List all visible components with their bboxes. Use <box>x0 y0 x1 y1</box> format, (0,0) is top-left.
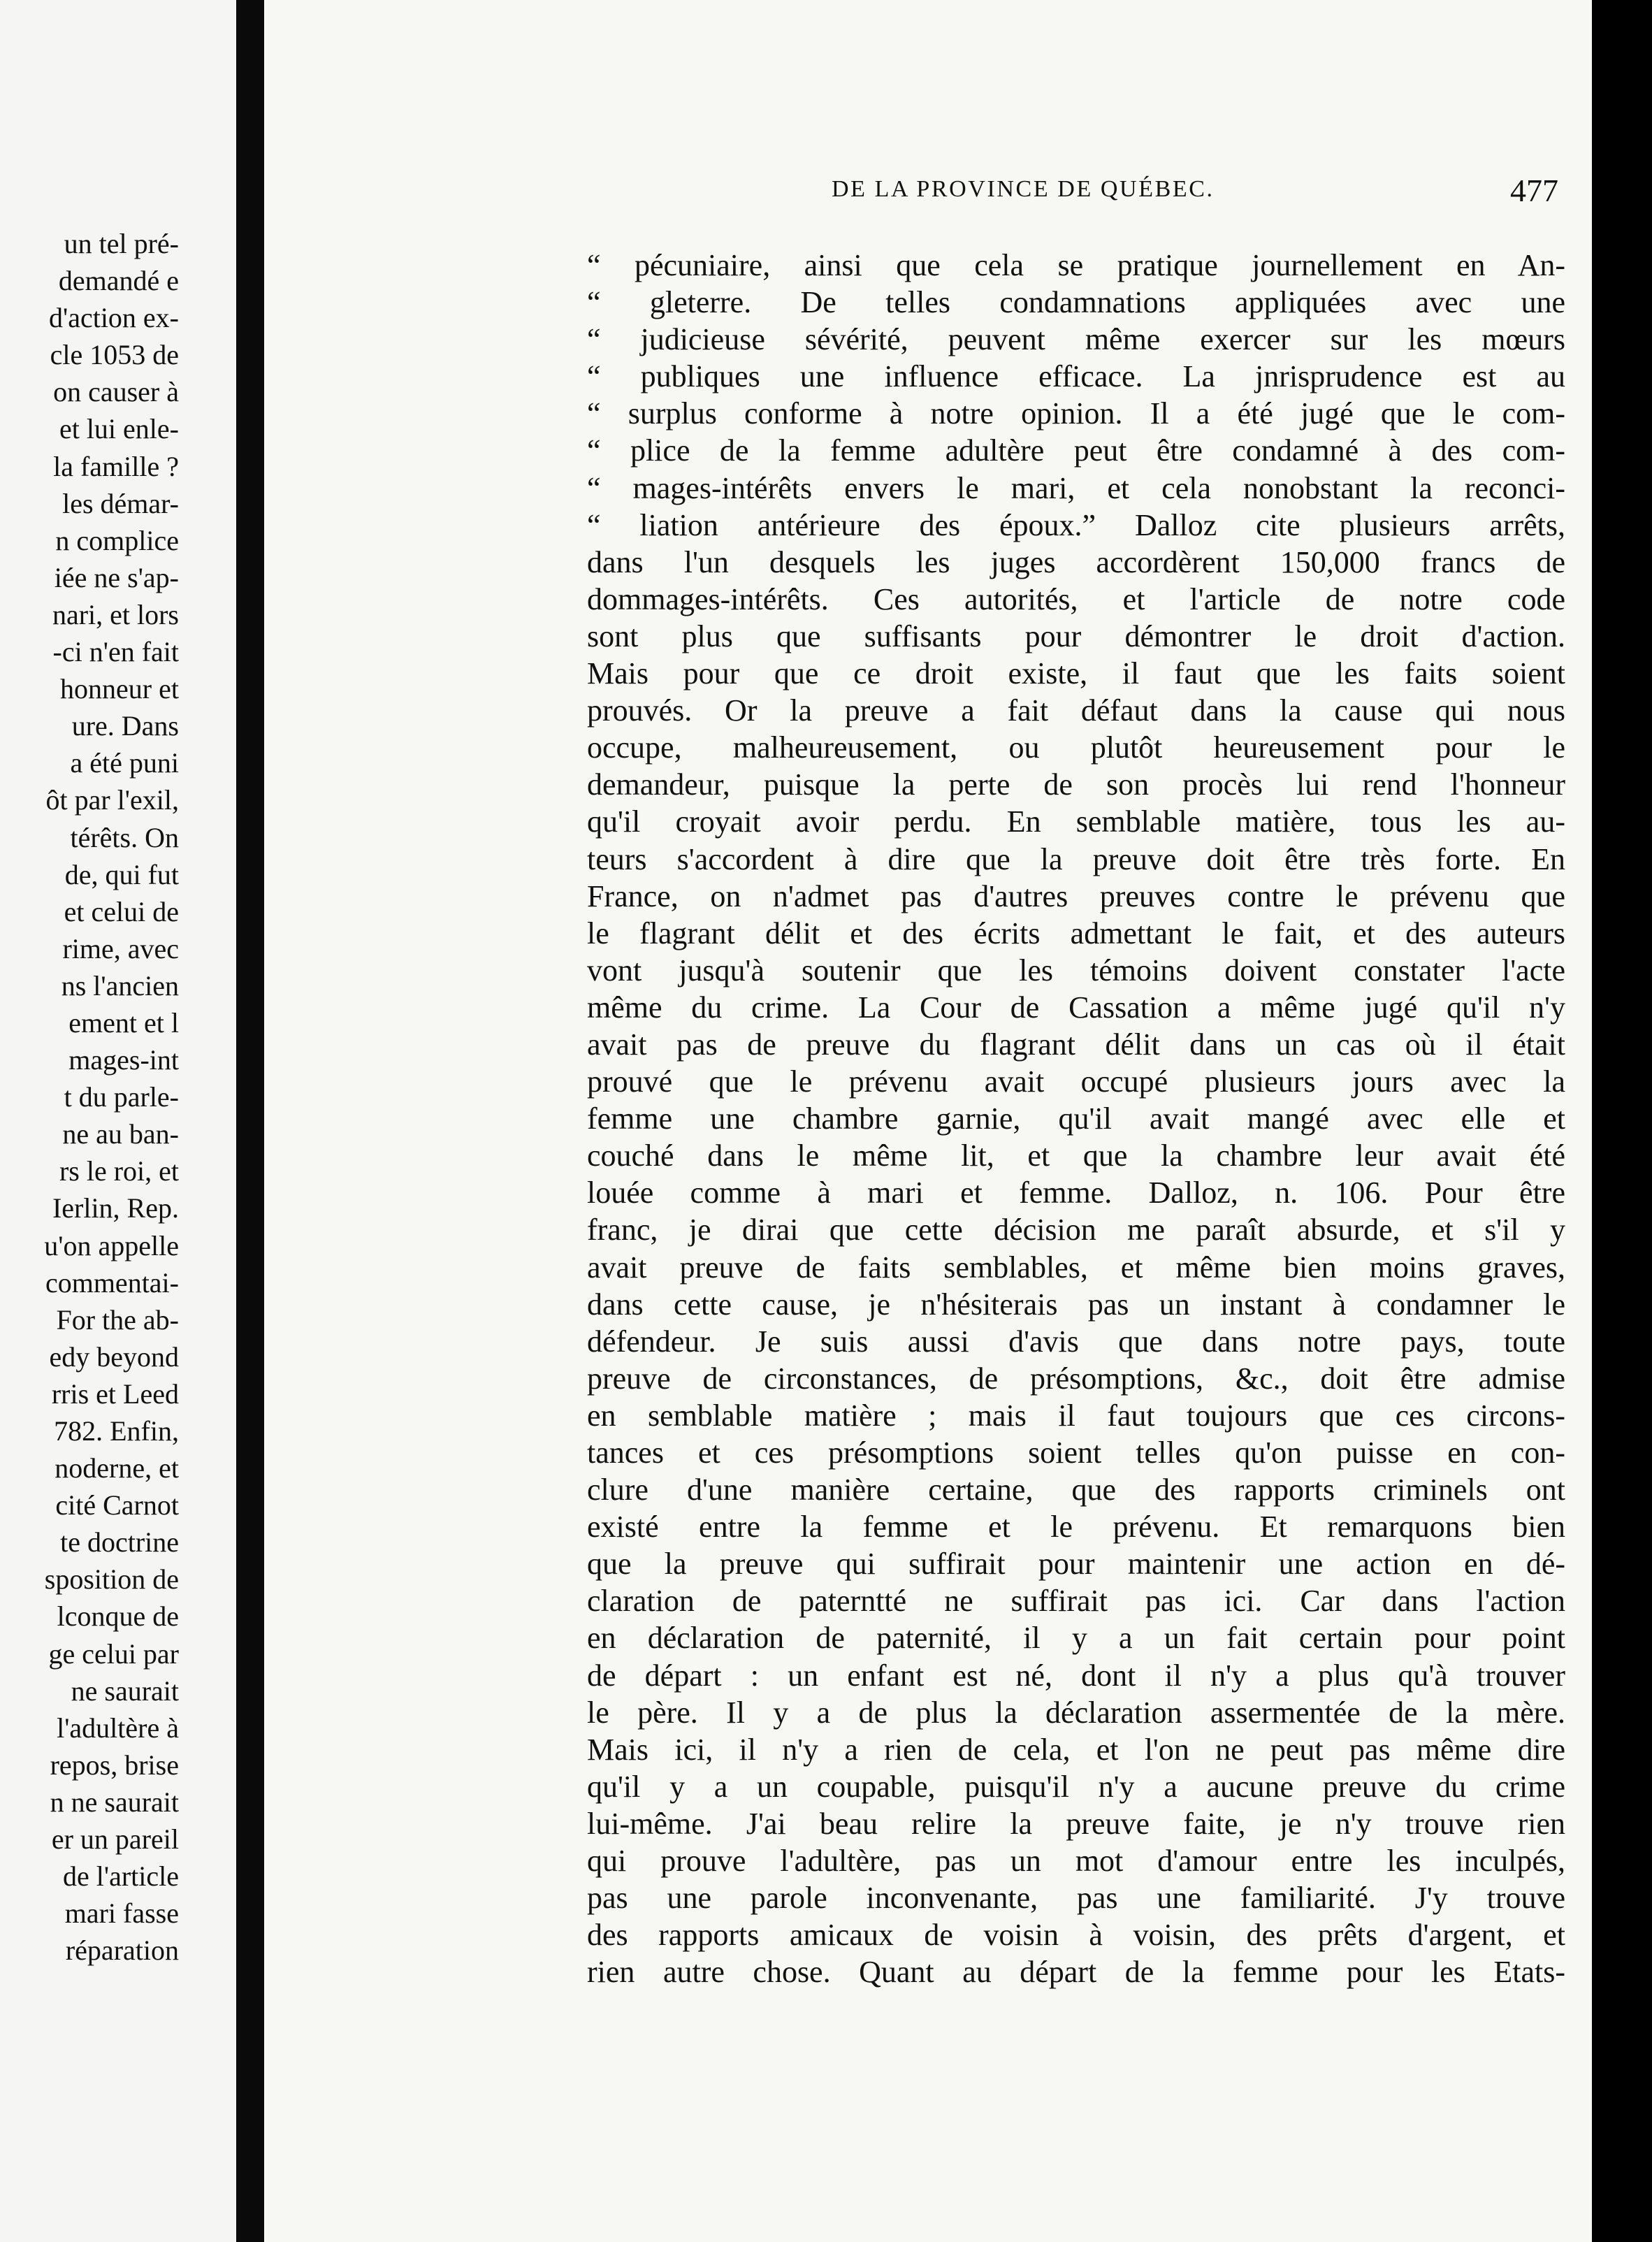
facing-page-line: cité Carnot <box>55 1489 179 1521</box>
text-line: existé entre la femme et le prévenu. Et remarquons bien <box>587 1510 1565 1545</box>
text-line: en semblable matière ; mais il faut toujours que ces circons- <box>587 1398 1565 1433</box>
facing-page-line: edy beyond <box>49 1340 179 1373</box>
text-line: clure d'une manière certaine, que des rapports criminels ont <box>587 1473 1565 1507</box>
text-line: preuve de circonstances, de présomptions, &c., doit être admise <box>587 1361 1565 1396</box>
text-line: sont plus que suffisants pour démontrer le droit d'action. <box>587 619 1565 653</box>
text-line: rien autre chose. Quant au départ de la femme pour les Etats- <box>587 1955 1565 1990</box>
facing-page-line: iée ne s'ap- <box>54 561 179 593</box>
text-line: qu'il croyait avoir perdu. En semblable matière, tous les au- <box>587 804 1565 839</box>
facing-page-line: mages-int <box>68 1044 179 1076</box>
text-line: de départ : un enfant est né, dont il n'y a plus qu'à trouver <box>587 1658 1565 1693</box>
text-line: “ pécuniaire, ainsi que cela se pratique journellement en An- <box>587 248 1565 282</box>
facing-page-line: ne au ban- <box>62 1118 179 1150</box>
facing-page <box>0 0 236 2242</box>
facing-page-line: d'action ex- <box>48 302 179 334</box>
facing-page-line: u'on appelle <box>44 1229 179 1261</box>
facing-page-line: ge celui par <box>48 1637 179 1670</box>
facing-page-line: nari, et lors <box>52 598 179 630</box>
text-line: avait pas de preuve du flagrant délit dans un cas où il était <box>587 1027 1565 1062</box>
facing-page-line: mari fasse <box>64 1897 179 1930</box>
facing-page-line: réparation <box>65 1934 179 1967</box>
facing-page-line: -ci n'en fait <box>52 636 179 668</box>
facing-page-line: un tel pré- <box>64 228 179 259</box>
text-line: occupe, malheureusement, ou plutôt heureusement pour le <box>587 730 1565 765</box>
facing-page-line: For the ab- <box>56 1303 179 1336</box>
facing-page-line: rs le roi, et <box>59 1155 179 1187</box>
text-line: que la preuve qui suffirait pour maintenir une action en dé- <box>587 1547 1565 1582</box>
facing-page-line: rime, avec <box>62 932 179 964</box>
text-line: avait preuve de faits semblables, et même bien moins graves, <box>587 1250 1565 1285</box>
facing-page-line: la famille ? <box>53 450 179 482</box>
facing-page-line: a été puni <box>70 747 179 779</box>
text-line: “ gleterre. De telles condamnations appliquées avec une <box>587 285 1565 320</box>
text-line: le père. Il y a de plus la déclaration assermentée de la mère. <box>587 1695 1565 1730</box>
text-line: couché dans le même lit, et que la chambre leur avait été <box>587 1138 1565 1173</box>
facing-page-line: ure. Dans <box>71 710 179 742</box>
page-header <box>832 172 1558 214</box>
facing-page-line: n ne saurait <box>50 1786 179 1818</box>
facing-page-line: commentai- <box>45 1266 179 1299</box>
facing-page-line: te doctrine <box>60 1526 179 1558</box>
facing-page-line: de, qui fut <box>64 858 179 890</box>
text-line: “ mages-intérêts envers le mari, et cela nonobstant la reconci- <box>587 470 1565 505</box>
facing-page-line: térêts. On <box>70 821 179 853</box>
text-line: prouvé que le prévenu avait occupé plusieurs jours avec la <box>587 1064 1565 1099</box>
text-line: “ liation antérieure des époux.” Dalloz cite plusieurs arrêts, <box>587 507 1565 542</box>
facing-page-line: honneur et <box>60 673 179 705</box>
text-line: dans cette cause, je n'hésiterais pas un instant à condamner le <box>587 1287 1565 1322</box>
text-line: dans l'un desquels les juges accordèrent 150,000 francs de <box>587 544 1565 579</box>
facing-page-line: ns l'ancien <box>61 969 179 1001</box>
text-line: demandeur, puisque la perte de son procès lui rend l'honneur <box>587 767 1565 802</box>
text-line: “ plice de la femme adultère peut être condamné à des com- <box>587 433 1565 468</box>
text-line: franc, je dirai que cette décision me paraît absurde, et s'il y <box>587 1213 1565 1247</box>
text-line: louée comme à mari et femme. Dalloz, n. 106. Pour être <box>587 1176 1565 1210</box>
facing-page-line: cle 1053 de <box>50 339 179 371</box>
text-line: claration de paterntté ne suffirait pas ici. Car dans l'action <box>587 1584 1565 1619</box>
facing-page-line: sposition de <box>44 1563 179 1596</box>
facing-page-line: noderne, et <box>55 1452 179 1484</box>
text-line: “ publiques une influence efficace. La jnrisprudence est au <box>587 359 1565 394</box>
text-line: le flagrant délit et des écrits admettant le fait, et des auteurs <box>587 916 1565 950</box>
facing-page-line: demandé e <box>58 265 179 297</box>
text-line: “ judicieuse sévérité, peuvent même exercer sur les mœurs <box>587 322 1565 357</box>
facing-page-line: Ierlin, Rep. <box>52 1192 179 1224</box>
text-line: France, on n'admet pas d'autres preuves contre le prévenu que <box>587 878 1565 913</box>
facing-page-line: rris et Leed <box>51 1377 179 1410</box>
text-line: en déclaration de paternité, il y a un fait certain pour point <box>587 1621 1565 1656</box>
facing-page-line: ement et l <box>68 1006 179 1039</box>
facing-page-line: et lui enle- <box>59 413 179 445</box>
facing-page-line: er un pareil <box>51 1823 179 1856</box>
text-line: vont jusqu'à soutenir que les témoins doivent constater l'acte <box>587 953 1565 988</box>
text-line: tances et ces présomptions soient telles qu'on puisse en con- <box>587 1435 1565 1470</box>
facing-page-line: t du parle- <box>64 1081 179 1113</box>
facing-page-line: ne saurait <box>71 1675 179 1707</box>
facing-page-line: n complice <box>55 524 179 556</box>
text-line: dommages-intérêts. Ces autorités, et l'article de notre code <box>587 581 1565 616</box>
text-line: femme une chambre garnie, qu'il avait mangé avec elle et <box>587 1101 1565 1136</box>
text-line: teurs s'accordent à dire que la preuve doit être très forte. En <box>587 841 1565 876</box>
text-line: qu'il y a un coupable, puisqu'il n'y a aucune preuve du crime <box>587 1769 1565 1804</box>
body-text <box>587 247 1565 1990</box>
text-line: Mais ici, il n'y a rien de cela, et l'on ne peut pas même dire <box>587 1732 1565 1767</box>
text-line: “ surplus conforme à notre opinion. Il a été jugé que le com- <box>587 396 1565 431</box>
page-number: 477 <box>1510 173 1558 208</box>
facing-page-line: l'adultère à <box>57 1712 179 1744</box>
running-head: DE LA PROVINCE DE QUÉBEC. <box>832 176 1215 202</box>
facing-page-text <box>0 225 179 1969</box>
text-line: lui-même. J'ai beau relire la preuve faite, je n'y trouve rien <box>587 1806 1565 1841</box>
facing-page-line: on causer à <box>53 376 179 408</box>
book-gutter <box>236 0 264 2242</box>
facing-page-line: lconque de <box>57 1600 179 1633</box>
facing-page-line: repos, brise <box>50 1749 179 1781</box>
text-line: même du crime. La Cour de Cassation a même jugé qu'il n'y <box>587 990 1565 1025</box>
main-page <box>264 0 1592 2242</box>
text-line: qui prouve l'adultère, pas un mot d'amour entre les inculpés, <box>587 1844 1565 1879</box>
facing-page-line: de l'article <box>63 1860 179 1893</box>
text-line: Mais pour que ce droit existe, il faut que les faits soient <box>587 656 1565 691</box>
text-line: pas une parole inconvenante, pas une familiarité. J'y trouve <box>587 1881 1565 1916</box>
text-line: défendeur. Je suis aussi d'avis que dans notre pays, toute <box>587 1324 1565 1359</box>
facing-page-line: les démar- <box>62 487 179 519</box>
facing-page-line: 782. Enfin, <box>54 1415 179 1447</box>
text-line: des rapports amicaux de voisin à voisin, des prêts d'argent, et <box>587 1918 1565 1953</box>
facing-page-line: ôt par l'exil, <box>45 784 179 816</box>
facing-page-line: et celui de <box>64 895 179 927</box>
text-line: prouvés. Or la preuve a fait défaut dans la cause qui nous <box>587 693 1565 728</box>
